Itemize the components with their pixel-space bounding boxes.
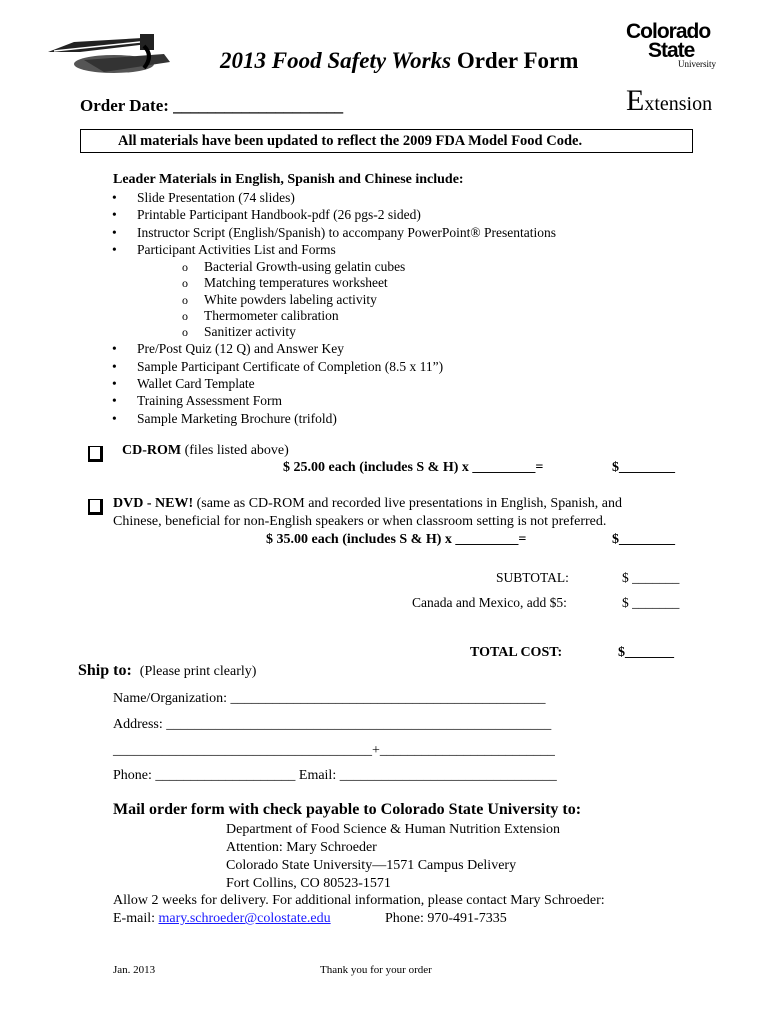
csu-logo-line2: State bbox=[648, 39, 695, 62]
page-title bbox=[220, 48, 578, 74]
sub-list-item: o Bacterial Growth-using gelatin cubes bbox=[204, 259, 405, 275]
list-item: • Pre/Post Quiz (12 Q) and Answer Key bbox=[137, 341, 344, 357]
total-cost-value[interactable]: $_______ bbox=[618, 645, 674, 660]
email-link[interactable]: mary.schroeder@colostate.edu bbox=[158, 911, 331, 926]
ship-to-heading bbox=[78, 662, 256, 680]
leader-heading: Leader Materials in English, Spanish and Chinese include: bbox=[113, 172, 464, 187]
dvd-label-bold: DVD - NEW! bbox=[113, 496, 194, 511]
knife-logo-icon bbox=[44, 28, 174, 78]
extension-logo bbox=[626, 84, 712, 118]
canada-mexico-value[interactable]: $ _______ bbox=[622, 595, 680, 610]
allow-delivery-text: Allow 2 weeks for delivery. For additional information, please contact Mary Schroeder: bbox=[113, 893, 605, 908]
list-item: • Sample Participant Certificate of Completion (8.5 x 11”) bbox=[137, 359, 443, 375]
mail-address-line: Fort Collins, CO 80523-1571 bbox=[226, 876, 391, 891]
canada-mexico-label: Canada and Mexico, add $5: bbox=[412, 595, 567, 610]
mail-address-line: Department of Food Science & Human Nutrition Extension bbox=[226, 822, 560, 837]
name-organization-field[interactable]: Name/Organization: _____________________________________________ bbox=[113, 691, 546, 706]
dvd-price[interactable]: $ 35.00 each (includes S & H) x _________= bbox=[266, 532, 527, 547]
list-item: • Instructor Script (English/Spanish) to accompany PowerPoint® Presentations bbox=[137, 225, 556, 241]
list-item: • Participant Activities List and Forms bbox=[137, 242, 336, 258]
dvd-amount[interactable]: $________ bbox=[612, 532, 675, 547]
sub-list-item: o Matching temperatures worksheet bbox=[204, 275, 388, 291]
title-rest: Order Form bbox=[451, 48, 579, 73]
csu-logo bbox=[626, 22, 722, 69]
cdrom-label bbox=[122, 443, 289, 459]
notice-text: All materials have been updated to reflect the 2009 FDA Model Food Code. bbox=[118, 133, 583, 149]
order-date-field[interactable]: Order Date: ____________________ bbox=[80, 96, 344, 115]
phone-text: Phone: 970-491-7335 bbox=[385, 911, 507, 926]
csu-logo-line3: University bbox=[678, 59, 716, 69]
title-italic: 2013 Food Safety Works bbox=[220, 48, 452, 73]
total-cost-label: TOTAL COST: bbox=[470, 645, 563, 660]
cdrom-price[interactable]: $ 25.00 each (includes S & H) x _________= bbox=[283, 460, 544, 475]
list-item: • Training Assessment Form bbox=[137, 393, 282, 409]
list-item: • Sample Marketing Brochure (trifold) bbox=[137, 411, 337, 427]
mail-address-line: Attention: Mary Schroeder bbox=[226, 840, 377, 855]
footer-thanks: Thank you for your order bbox=[320, 964, 432, 976]
mail-address-line: Colorado State University—1571 Campus Delivery bbox=[226, 858, 517, 873]
list-item: • Slide Presentation (74 slides) bbox=[137, 190, 295, 206]
sub-list-item: o White powders labeling activity bbox=[204, 292, 377, 308]
phone-email-field[interactable]: Phone: ____________________ Email: _______________________________ bbox=[113, 768, 557, 783]
csu-logo-line1: Colorado bbox=[626, 20, 711, 43]
list-item: • Wallet Card Template bbox=[137, 376, 255, 392]
cdrom-amount[interactable]: $________ bbox=[612, 460, 675, 475]
ship-to-note: (Please print clearly) bbox=[139, 664, 257, 679]
cdrom-checkbox[interactable] bbox=[88, 446, 103, 462]
ship-to-label: Ship to: bbox=[78, 662, 132, 679]
sub-list-item: o Sanitizer activity bbox=[204, 324, 296, 340]
extension-rest: xtension bbox=[644, 93, 713, 115]
subtotal-label: SUBTOTAL: bbox=[496, 570, 569, 585]
email-label: E-mail: bbox=[113, 911, 159, 926]
address-line2-field[interactable]: _____________________________________+_________________________ bbox=[113, 743, 555, 758]
dvd-checkbox[interactable] bbox=[88, 499, 103, 515]
mail-heading: Mail order form with check payable to Colorado State University to: bbox=[113, 801, 582, 818]
cdrom-label-rest: (files listed above) bbox=[181, 443, 289, 458]
extension-initial: E bbox=[626, 84, 645, 117]
dvd-line2: Chinese, beneficial for non-English speakers or when classroom setting is not preferred. bbox=[113, 514, 607, 529]
contact-line bbox=[113, 911, 331, 927]
dvd-line1 bbox=[113, 496, 622, 512]
footer-date: Jan. 2013 bbox=[113, 964, 156, 976]
list-item: • Printable Participant Handbook-pdf (26 pgs-2 sided) bbox=[137, 207, 421, 223]
subtotal-value[interactable]: $ _______ bbox=[622, 570, 680, 585]
address-field[interactable]: Address: _______________________________________________________ bbox=[113, 717, 552, 732]
dvd-line1-rest: (same as CD-ROM and recorded live presentations in English, Spanish, and bbox=[193, 496, 622, 511]
cdrom-label-bold: CD-ROM bbox=[122, 443, 182, 458]
sub-list-item: o Thermometer calibration bbox=[204, 308, 339, 324]
